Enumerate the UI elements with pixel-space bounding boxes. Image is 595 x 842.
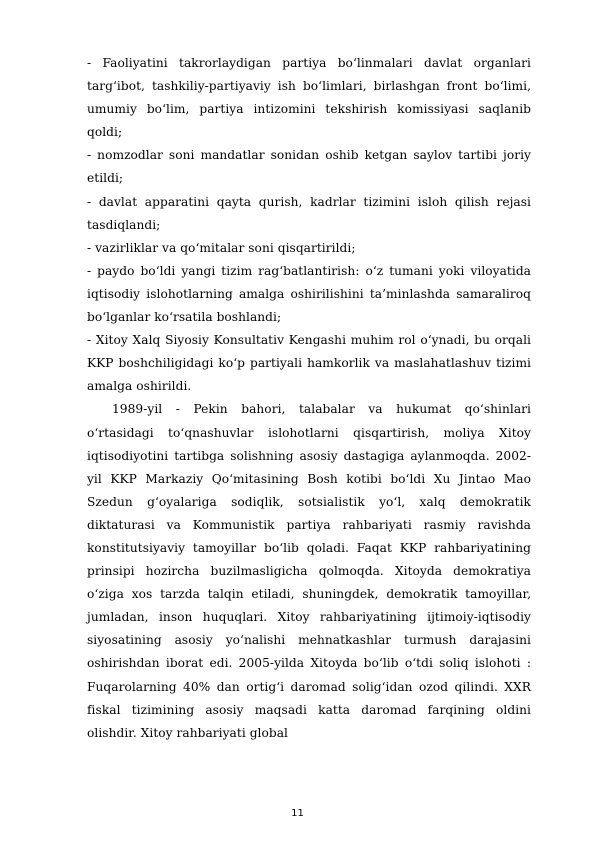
paragraph-election-order: - nomzodlar soni mandatlar sonidan oshib ketgan saylov tartibi joriy etildi;	[87, 148, 531, 186]
paragraph-ministries: - vazirliklar va qoʻmitalar soni qisqartirildi;	[87, 240, 356, 255]
paragraph-party-departments: - Faoliyatini takrorlaydigan partiya boʻlinmalari davlat organlari targʻibot, tashkiliy-partiyaviy ish boʻlimlari, birlashgan front boʻlimi, umumiy boʻlim, partiya intizomini tekshirish komissiyasi saqlanib qoldi;	[87, 56, 531, 140]
paragraph-consultative-council: - Xitoy Xalq Siyosiy Konsultativ Kengashi muhim rol oʻynadi, bu orqali KKP boshchiligidagi koʻp partiyali hamkorlik va maslahatlashuv tizimi amalga oshirildi.	[87, 333, 531, 394]
page-number: 11	[291, 808, 304, 819]
paragraph-incentive-system: - paydo boʻldi yangi tizim ragʻbatlantirish: oʻz tumani yoki viloyatida iqtisodiy islohotlarning amalga oshirilishini ta’minlashda samaraliroq boʻlganlar koʻrsatila boshlandi;	[87, 263, 531, 325]
paragraph-state-apparatus: - davlat apparatini qayta qurish, kadrlar tizimini isloh qilish rejasi tasdiqlandi;	[87, 194, 531, 232]
paragraph-1989-reforms: 1989-yil - Pekin bahori, talabalar va hukumat qoʻshinlari oʻrtasidagi toʻqnashuvlar islohotlarni qisqartirish, moliya Xitoy iqtisodiyotini tartibga solishning asosiy dastagiga aylanmoqda. 2002-yil KKP Markaziy Qoʻmitasining Bosh kotibi boʻldi Xu Jintao Mao Szedun gʻoyalariga sodiqlik, sotsialistik yoʻl, xalq demokratik diktaturasi va Kommunistik partiya rahbariyati rasmiy ravishda konstitutsiyaviy tamoyillar boʻlib qoladi. Faqat KKP rahbariyatining prinsipi hozircha buzilmasligicha qolmoqda. Xitoyda demokratiya oʻziga xos tarzda talqin etiladi, shuningdek, demokratik tamoyillar, jumladan, inson huquqlari. Xitoy rahbariyatining ijtimoiy-iqtisodiy siyosatining asosiy yoʻnalishi mehnatkashlar turmush darajasini oshirishdan iborat edi. 2005-yilda Xitoyda boʻlib oʻtdi soliq islohoti : Fuqarolarning 40% dan ortigʻi daromad soligʻidan ozod qilindi. XXR fiskal tizimining asosiy maqsadi katta daromad farqining oldini olishdir. Xitoy rahbariyati global	[87, 402, 531, 740]
page-body	[87, 52, 531, 745]
